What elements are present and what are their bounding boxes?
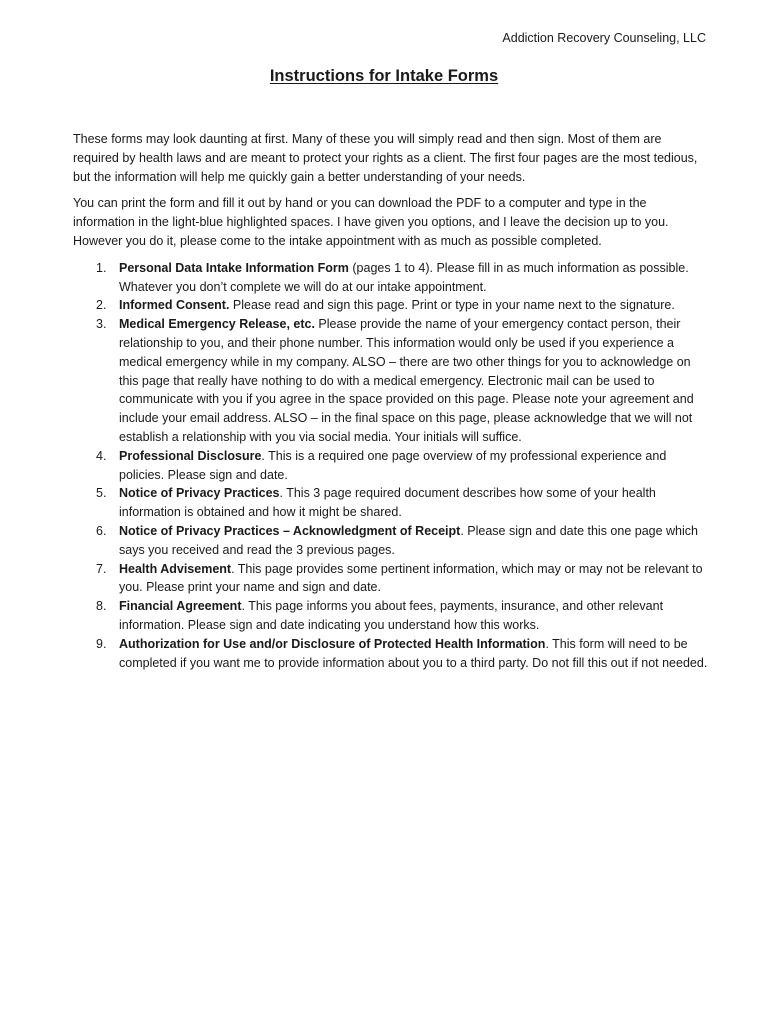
item-number: 9. xyxy=(96,636,107,651)
item-heading: Professional Disclosure xyxy=(119,448,262,463)
document-body xyxy=(73,130,709,672)
item-heading: Notice of Privacy Practices xyxy=(119,486,280,501)
list-item xyxy=(73,560,709,598)
intro-paragraph-2: You can print the form and fill it out by hand or you can download the PDF to a computer and type in the information in the light-blue highlighted spaces. I have given you options, and I leave the decision up to you. However you do it, please come to the intake appointment with as much as possible completed. xyxy=(73,196,669,248)
list-item xyxy=(73,484,709,522)
item-text: Please read and sign this page. Print or type in your name next to the signature. xyxy=(229,298,675,313)
forms-list xyxy=(73,259,709,673)
page-title: Instructions for Intake Forms xyxy=(269,67,499,85)
item-heading: Medical Emergency Release, etc. xyxy=(119,317,315,332)
list-item xyxy=(73,447,709,485)
item-heading: Health Advisement xyxy=(119,561,232,576)
item-heading: Authorization for Use and/or Disclosure of Protected Health Information xyxy=(119,636,546,651)
item-number: 4. xyxy=(96,448,107,463)
list-item xyxy=(73,522,709,560)
item-number: 2. xyxy=(96,298,107,313)
item-text: . This page informs you about fees, payments, insurance, and other relevant information. Please sign and date indicating you understand how this works. xyxy=(119,599,664,632)
item-number: 1. xyxy=(96,260,107,275)
item-text: . This page provides some pertinent information, which may or may not be relevant to you. Please print your name and sign and date. xyxy=(119,561,703,595)
item-text: (pages 1 to 4). Please fill in as much information as possible. Whatever you don’t complete we will do at our intake appointment. xyxy=(119,260,689,294)
item-heading: Notice of Privacy Practices – Acknowledgment of Receipt xyxy=(119,523,461,538)
item-text: Please provide the name of your emergency contact person, their relationship to you, and their phone number. This information would only be used if you experience a medical emergency while in my company. ALSO – there are two other things for you to acknowledge on this page that really have nothing to do with a medical emergency. Electronic mail can be used to communicate with you if you agree in the space provided on this page. Please note your agreement and include your email address. ALSO – in the final space on this page, please acknowledge that we will not establish a relationship with you via social media. Your initials will suffice. xyxy=(119,317,694,444)
list-item xyxy=(73,597,709,635)
item-text: . This is a required one page overview of my professional experience and policies. Please sign and date. xyxy=(119,448,667,482)
item-heading: Informed Consent. xyxy=(119,298,230,313)
item-number: 6. xyxy=(96,523,107,538)
list-item xyxy=(73,635,709,673)
item-heading: Personal Data Intake Information Form xyxy=(119,260,349,275)
item-text: . This 3 page required document describes how some of your health information is obtained and how it might be shared. xyxy=(119,486,656,520)
item-heading: Financial Agreement xyxy=(119,599,242,614)
item-text: . This form will need to be completed if you want me to provide information about you to a third party. Do not fill this out if not needed. xyxy=(119,636,708,670)
item-number: 5. xyxy=(96,486,107,501)
list-item xyxy=(73,315,709,447)
intro-paragraph-1: These forms may look daunting at first. Many of these you will simply read and then sign. Most of them are required by health laws and are meant to protect your rights as a client. The first four pages are the most tedious, but the information will help me quickly gain a better understanding of your needs. xyxy=(73,132,698,184)
company-header: Addiction Recovery Counseling, LLC xyxy=(502,31,706,45)
item-number: 3. xyxy=(96,317,107,332)
item-number: 7. xyxy=(96,561,107,576)
item-text: . Please sign and date this one page which says you received and read the 3 previous pages. xyxy=(119,523,698,557)
list-item xyxy=(73,296,709,315)
list-item xyxy=(73,259,709,297)
item-number: 8. xyxy=(96,599,107,614)
